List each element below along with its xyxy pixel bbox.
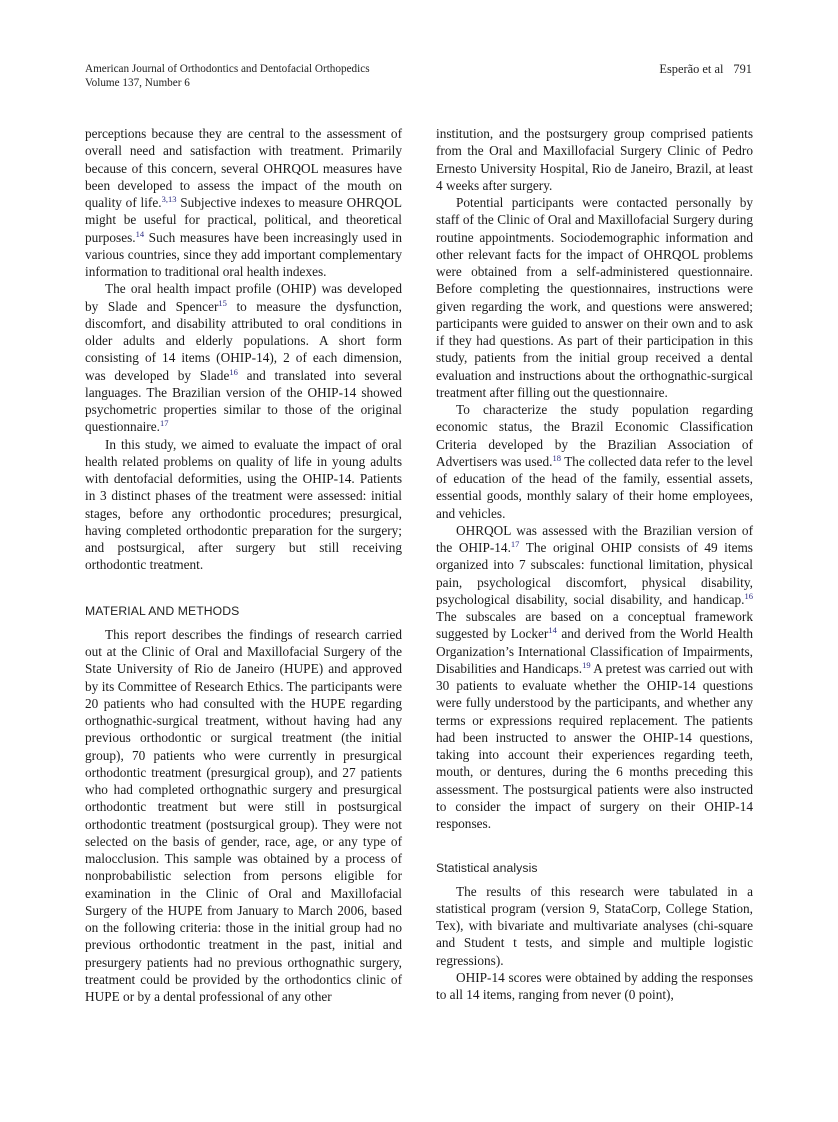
paragraph: The results of this research were tabulated in a statistical program (version 9, StataCorp, College Station, Tex), with bivariate and multivariate analyses (chi-square and Student t tests, and simple and multiple logistic regressions). [436, 883, 753, 968]
reference-link[interactable]: 17 [159, 418, 169, 429]
reference-link[interactable]: 16 [744, 590, 753, 601]
reference-link[interactable]: 14 [548, 625, 557, 636]
paragraph: The oral health impact profile (OHIP) was developed by Slade and Spencer$^{15}$ to measure the dysfunction, discomfort, and disability attributed to oral conditions in older adults and elderly populations. A short form consisting of 14 items (OHIP-14), 2 of each dimension, was developed by Slade$^{16}$ and translated into several languages. The Brazilian version of the OHIP-14 showed psychometric properties similar to those of the original questionnaire.$^{17}$ [85, 281, 402, 435]
journal-volume: Volume 137, Number 6 [85, 77, 190, 89]
journal-title: American Journal of Orthodontics and Dentofacial Orthopedics [85, 63, 370, 75]
section-heading: MATERIAL AND METHODS [85, 603, 240, 618]
running-authors: Esperão et al [659, 62, 724, 76]
reference-link[interactable]: 15 [218, 297, 227, 308]
subsection-heading: Statistical analysis [436, 861, 538, 876]
paragraph: This report describes the findings of research carried out at the Clinic of Oral and Maxillofacial Surgery of the State University of Rio de Janeiro (HUPE) and approved by its Committee of Research Ethics. The participants were 20 patients who had consulted with the HUPE regarding orthognathic-surgical treatment, without having had any previous orthodontic or surgical treatment (the initial group), 70 patients who were currently in presurgical orthodontic treatment (presurgical group), and 27 patients who had completed orthognathic surgery and presurgical orthodontic treatment but were still in postsurgical orthodontic treatment (postsurgical group). They were not selected on the basis of gender, race, age, or any type of malocclusion. This sample was obtained by a process of nonprobabilistic selection from persons eligible for examination in the Clinic of Oral and Maxillofacial Surgery of the HUPE from January to March 2006, based on the following criteria: those in the initial group had no previous orthodontic treatment in the past, initial and presurgery patients had no previous orthognathic surgery, treatment could be provided by the orthodontics clinic of HUPE or by a dental professional of any other [85, 626, 402, 1004]
reference-link[interactable]: 19 [582, 659, 591, 670]
reference-link[interactable]: 17 [510, 539, 520, 549]
author-page [659, 62, 752, 76]
paragraph: In this study, we aimed to evaluate the impact of oral health related problems on quality of life in young adults with dentofacial deformities, using the OHIP-14. Patients in 3 distinct phases of the treatment were assessed: initial stages, before any orthodontic procedures; presurgical, having completed orthodontic preparation for the surgery; and postsurgical, after surgery but still receiving orthodontic treatment. [85, 436, 402, 573]
paragraph: OHIP-14 scores were obtained by adding the responses to all 14 items, ranging from never (0 point), [436, 969, 753, 1002]
left-column [85, 125, 402, 1005]
paragraph: Potential participants were contacted personally by staff of the Clinic of Oral and Maxillofacial Surgery during routine appointments. Sociodemographic information and other relevant facts for the impact of OHRQOL problems were obtained from a self-administered questionnaire. Before completing the questionnaires, instructions were given regarding the work, and questions were answered; participants were guided to answer on their own and to ask if they had questions. As part of their participation in this study, patients from the initial group received a dental evaluation and instructions about the orthognathic-surgical treatment after filling out the questionnaire. [436, 195, 753, 400]
paragraph: To characterize the study population regarding economic status, the Brazil Economic Classification Criteria developed by the Brazilian Association of Advertisers was used.$^{18}$ The collected data refer to the level of education of the head of the family, essential assets, essential goods, monthly salary of their home employees, and vehicles. [436, 402, 753, 521]
reference-link[interactable]: 3,13 [161, 194, 177, 204]
paragraph: OHRQOL was assessed with the Brazilian version of the OHIP-14.17 The original OHIP consists of 49 items organized into 7 subscales: functional limitation, physical pain, psychological discomfort, physical disability, psychological disability, social disability, and handicap.$^{16}$ The subscales are based on a conceptual framework suggested by Locker$^{14}$ and derived from the World Health Organization’s International Classification of Impairments, Disabilities and Handicaps.$^{19}$ A pretest was carried out with 30 patients to evaluate whether the OHIP-14 questions were fully understood by the participants, and whether any terms or expressions required replacement. The patients had been instructed to answer the OHIP-14 questions, taking into account their experiences regarding teeth, mouth, or dentures, during the 6 months preceding this assessment. The postsurgical patients were also instructed to consider the impact of surgery on their OHIP-14 responses. [436, 522, 753, 831]
paragraph: perceptions because they are central to the assessment of overall need and satisfaction with treatment. Primarily because of this concern, several OHRQOL measures have been developed to assess the impact of the mouth on quality of life.$^{3,13}$ Subjective indexes to measure OHRQOL might be useful for practical, political, and theoretical purposes.$^{14}$ Such measures have been increasingly used in various countries, since they add important complementary information to traditional oral health indexes. [85, 126, 402, 279]
page-number: 791 [733, 62, 752, 76]
journal-info [85, 62, 370, 90]
reference-link[interactable]: 16 [229, 366, 238, 377]
right-column [436, 125, 753, 1003]
reference-link[interactable]: 18 [552, 452, 562, 463]
reference-link[interactable]: 14 [135, 228, 145, 239]
paragraph: institution, and the postsurgery group comprised patients from the Oral and Maxillofacial Surgery Clinic of Pedro Ernesto University Hospital, Rio de Janeiro, Brazil, at least 4 weeks after surgery. [436, 126, 753, 193]
